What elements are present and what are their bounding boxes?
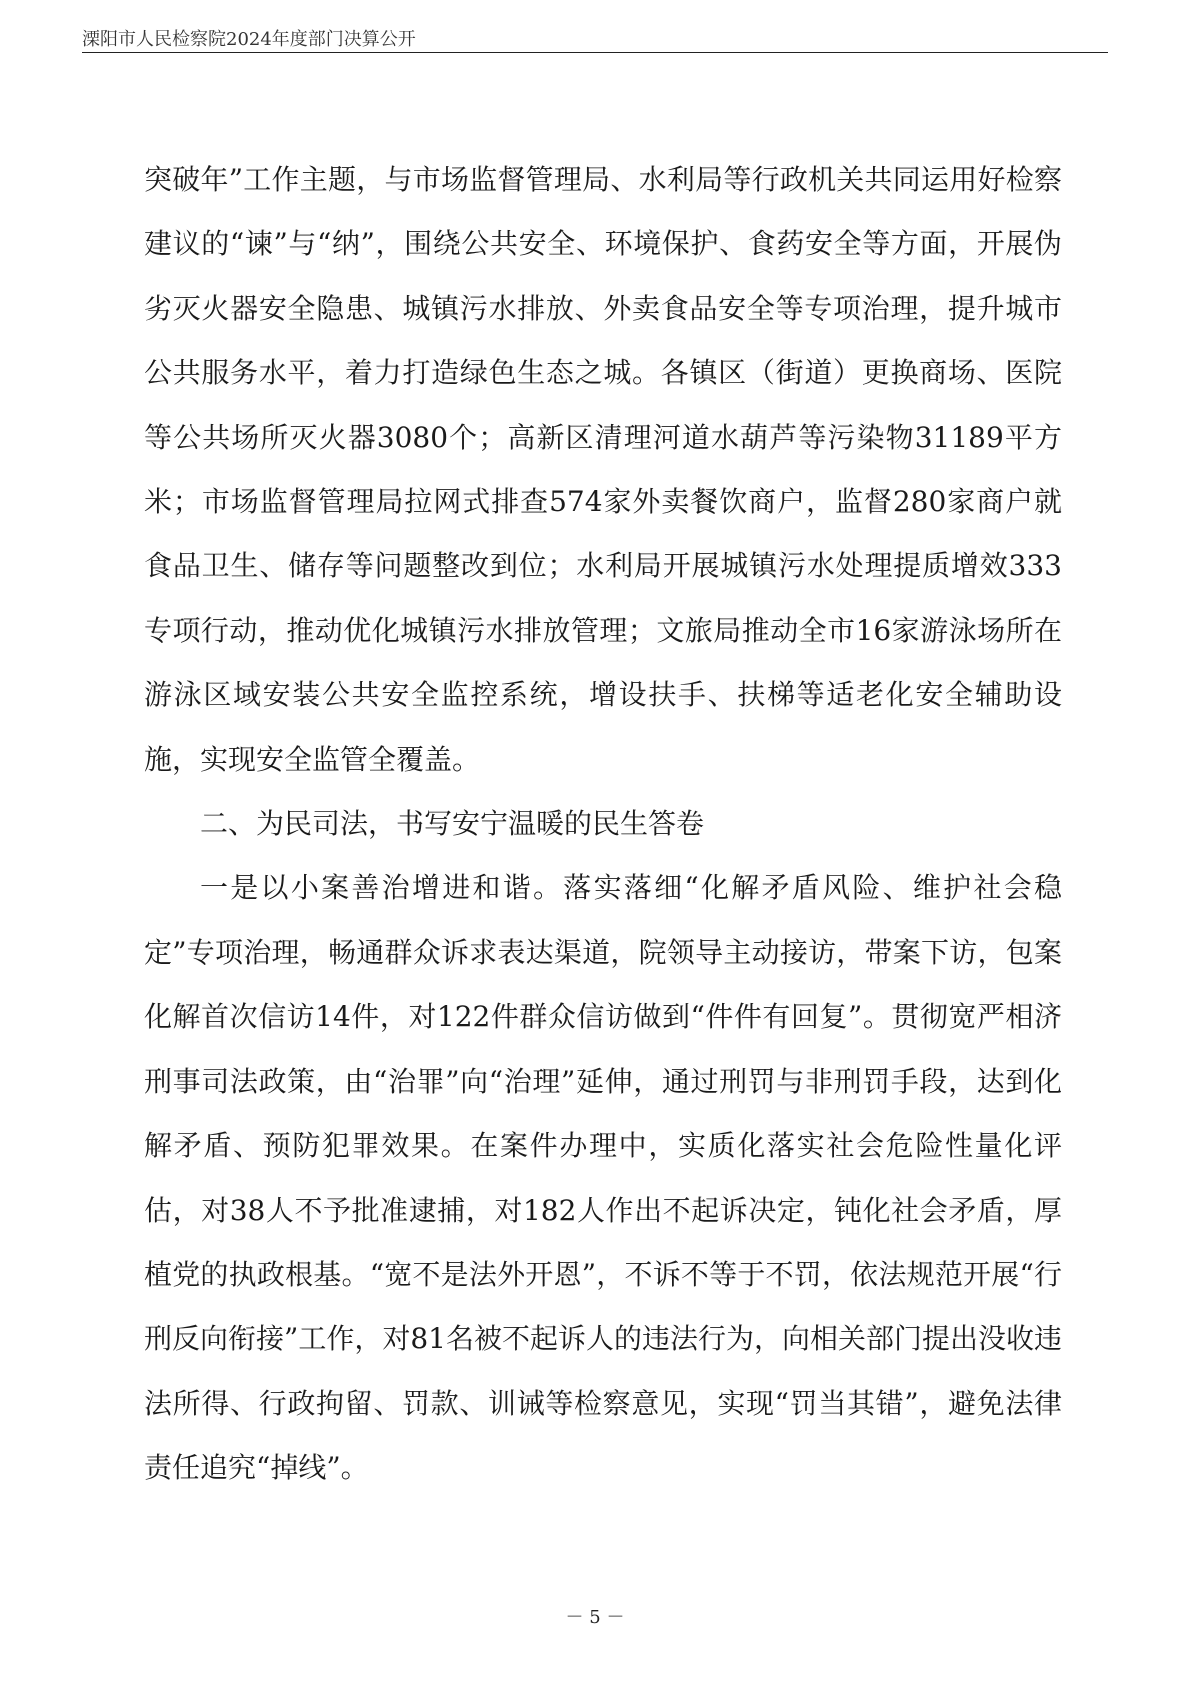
page-number: － 5 － xyxy=(565,1607,625,1628)
paragraph: 一是以小案善治增进和谐。落实落细“化解矛盾风险、维护社会稳定”专项治理，畅通群众诉求表达渠道，院领导主动接访，带案下访，包案化解首次信访14件，对122件群众信访做到“件件有回复”。贯彻宽严相济刑事司法政策，由“治罪”向“治理”延伸，通过刑罚与非刑罚手段，达到化解矛盾、预防犯罪效果。在案件办理中，实质化落实社会危险性量化评估，对38人不予批准逮捕，对182人作出不起诉决定，钝化社会矛盾，厚植党的执政根基。“宽不是法外开恩”，不诉不等于不罚，依法规范开展“行刑反向衔接”工作，对81名被不起诉人的违法行为，向相关部门提出没收违法所得、行政拘留、罚款、训诫等检察意见，实现“罚当其错”，避免法律责任追究“掉线”。 xyxy=(144,871,1062,1485)
page-header xyxy=(82,14,1108,53)
document-body xyxy=(144,148,1062,1501)
header-title: 溧阳市人民检察院2024年度部门决算公开 xyxy=(82,29,416,50)
paragraph-continuation: 突破年”工作主题，与市场监督管理局、水利局等行政机关共同运用好检察建议的“谏”与“纳”，围绕公共安全、环境保护、食药安全等方面，开展伪劣灭火器安全隐患、城镇污水排放、外卖食品安全等专项治理，提升城市公共服务水平，着力打造绿色生态之城。各镇区（街道）更换商场、医院等公共场所灭火器3080个；高新区清理河道水葫芦等污染物31189平方米；市场监督管理局拉网式排查574家外卖餐饮商户，监督280家商户就食品卫生、储存等问题整改到位；水利局开展城镇污水处理提质增效333专项行动，推动优化城镇污水排放管理；文旅局推动全市16家游泳场所在游泳区域安装公共安全监控系统，增设扶手、扶梯等适老化安全辅助设施，实现安全监管全覆盖。 xyxy=(144,163,1062,776)
section-heading: 二、为民司法，书写安宁温暖的民生答卷 xyxy=(200,807,705,841)
